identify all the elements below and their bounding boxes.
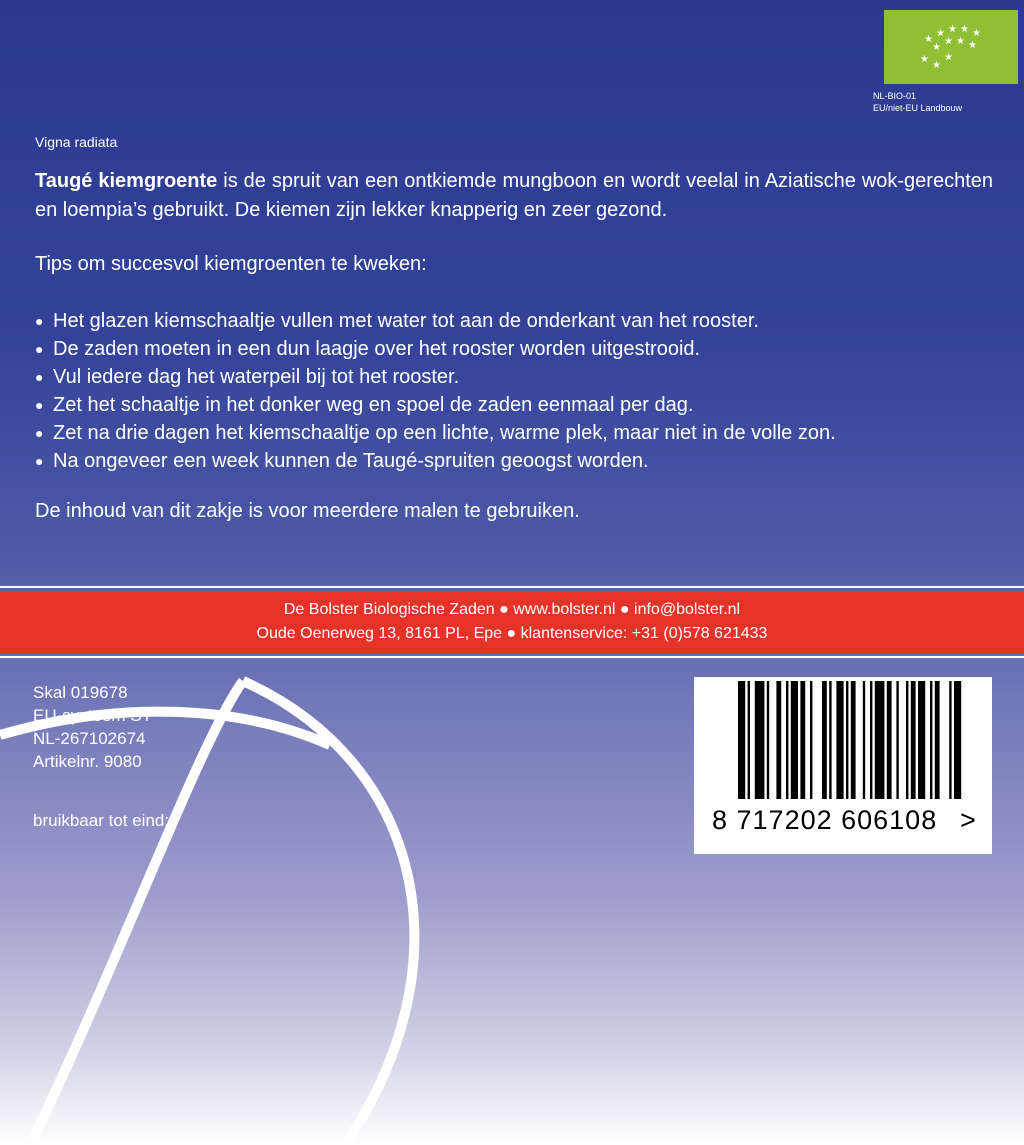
barcode-bar [887, 681, 892, 799]
barcode-bar [836, 681, 843, 799]
svg-text:★: ★ [944, 52, 953, 63]
barcode-bar [930, 681, 932, 799]
tip-item: ● De zaden moeten in een dun laagje over het rooster worden uitgestrooid. [35, 335, 836, 363]
barcode-bar [738, 681, 745, 799]
nl-code: NL-267102674 [33, 729, 146, 748]
barcode-bar [800, 681, 805, 799]
eu-code: NL-BIO-01 [873, 91, 917, 101]
eu-agriculture-origin: EU/niet-EU Landbouw [873, 103, 963, 113]
barcode-bar [949, 681, 951, 799]
svg-text:★: ★ [944, 36, 953, 47]
best-before-label: bruikbaar tot eind: [33, 811, 170, 830]
svg-text:★: ★ [932, 60, 941, 71]
barcode-bar [767, 681, 769, 799]
tips-heading: Tips om succesvol kiemgroenten te kweken: [35, 253, 427, 275]
barcode-bar [906, 681, 908, 799]
barcode-bar [829, 681, 831, 799]
barcode-bar [776, 681, 781, 799]
barcode-digits: 8 717202 606108 [712, 805, 938, 835]
svg-text:★: ★ [936, 28, 945, 39]
tip-item: ● Na ongeveer een week kunnen de Taugé-spruiten geoogst worden. [35, 447, 836, 475]
barcode-bar [846, 681, 848, 799]
eu-system: EU-systeem ST [33, 706, 153, 725]
barcode-bar [755, 681, 765, 799]
intro-text: is de spruit van een ontkiemde mungboon en wordt veelal in Aziatische wok-gerechten en loempia’s gebruikt. De kiemen zijn lekker knapperig en zeer gezond. [35, 170, 993, 221]
barcode-bar [918, 681, 925, 799]
barcode-bar [791, 681, 798, 799]
svg-text:★: ★ [960, 24, 969, 35]
intro-paragraph [35, 167, 993, 225]
svg-text:★: ★ [968, 40, 977, 51]
barcode [694, 677, 992, 854]
product-name: Taugé kiemgroente [35, 170, 218, 192]
barcode-bar [822, 681, 827, 799]
barcode-bar [851, 681, 856, 799]
eu-organic-leaf-icon [884, 10, 1018, 84]
divider-top [0, 586, 1024, 588]
barcode-bar [875, 681, 885, 799]
barcode-bar [863, 681, 865, 799]
company-address-line: Oude Oenerweg 13, 8161 PL, Epe ● klantenservice: +31 (0)578 621433 [256, 625, 768, 642]
barcode-bars [694, 677, 992, 807]
barcode-bar [935, 681, 940, 799]
article-number: Artikelnr. 9080 [33, 752, 142, 771]
svg-text:★: ★ [956, 36, 965, 47]
barcode-arrow: > [960, 805, 976, 835]
latin-name: Vigna radiata [35, 134, 118, 150]
tip-item: ● Zet na drie dagen het kiemschaaltje op een lichte, warme plek, maar niet in de volle zon. [35, 419, 836, 447]
barcode-bar [810, 681, 812, 799]
barcode-bar [748, 681, 750, 799]
certification-info [33, 681, 152, 773]
barcode-bar [954, 681, 961, 799]
svg-text:★: ★ [972, 28, 981, 39]
company-banner [0, 592, 1024, 654]
leaf-curve-line [243, 681, 414, 1145]
svg-text:★: ★ [948, 24, 957, 35]
barcode-bar [896, 681, 898, 799]
divider-bottom [0, 656, 1024, 658]
svg-text:★: ★ [924, 34, 933, 45]
barcode-bar [786, 681, 788, 799]
eu-organic-caption [873, 90, 962, 114]
svg-text:★: ★ [932, 42, 941, 53]
barcode-bar [911, 681, 916, 799]
tip-item: ● Zet het schaaltje in het donker weg en spoel de zaden eenmaal per dag. [35, 391, 836, 419]
eu-organic-logo [884, 10, 1018, 84]
company-contact-line: De Bolster Biologische Zaden ● www.bolster.nl ● info@bolster.nl [283, 601, 741, 618]
tip-item: ● Het glazen kiemschaaltje vullen met water tot aan de onderkant van het rooster. [35, 307, 836, 335]
tip-item: ● Vul iedere dag het waterpeil bij tot het rooster. [35, 363, 836, 391]
skal-number: Skal 019678 [33, 683, 128, 702]
closing-note: De inhoud van dit zakje is voor meerdere malen te gebruiken. [35, 500, 580, 522]
barcode-bar [870, 681, 872, 799]
tips-list [35, 307, 836, 475]
svg-text:★: ★ [920, 54, 929, 65]
